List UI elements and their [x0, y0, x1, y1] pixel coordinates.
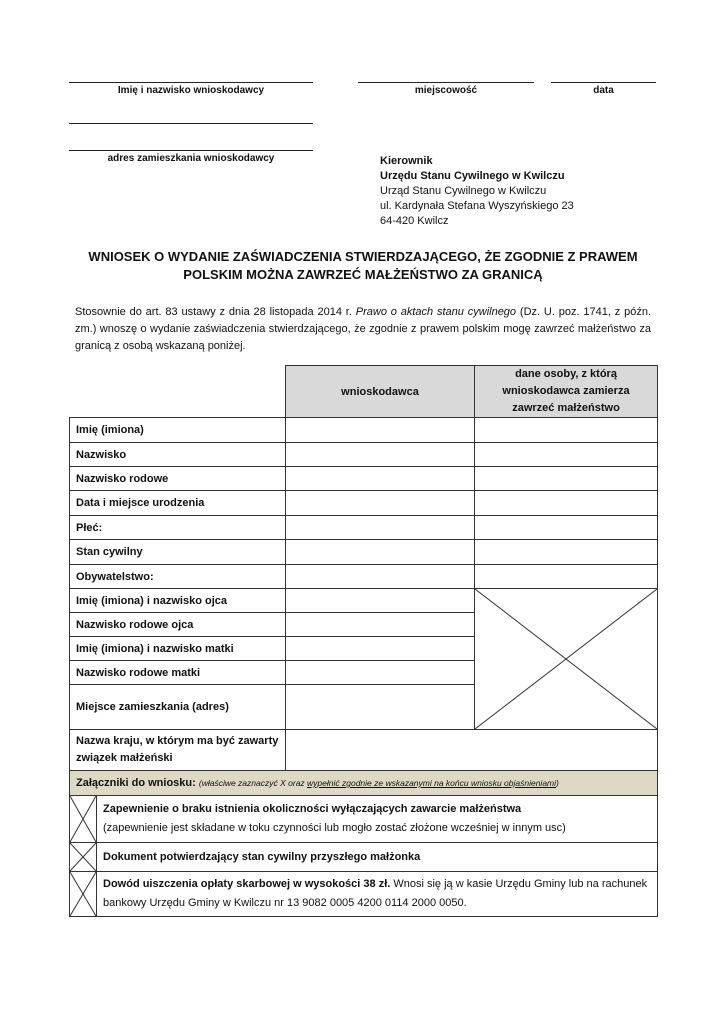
row-label-father-maiden: Nazwisko rodowe ojca	[70, 613, 286, 637]
row-label-birth: Data i miejsce urodzenia	[70, 491, 286, 516]
attachment-1-note: (zapewnienie jest składane w toku czynności lub mogło zostać złożone wcześniej w innym usc)	[103, 822, 566, 834]
spouse-maiden-name-field[interactable]	[475, 467, 658, 491]
applicant-citizenship-field[interactable]	[286, 565, 475, 589]
applicant-address-field[interactable]	[286, 685, 475, 730]
col-spouse-header	[475, 366, 658, 418]
applicant-birth-field[interactable]	[286, 491, 475, 516]
row-label-surname: Nazwisko	[70, 443, 286, 467]
applicant-mother-maiden-field[interactable]	[286, 661, 475, 685]
intro-paragraph	[75, 304, 651, 355]
x-mark-icon	[70, 872, 96, 916]
row-label-civil-status: Stan cywilny	[70, 540, 286, 565]
applicant-surname-field[interactable]	[286, 443, 475, 467]
spouse-first-name-field[interactable]	[475, 418, 658, 443]
col-applicant-header: wnioskodawca	[286, 366, 475, 418]
attachment-2-text	[97, 843, 658, 872]
attachment-1-title: Zapewnienie o braku istnienia okoliczności wyłączających zawarcie małżeństwa	[103, 803, 522, 815]
col-spouse-header-line-2: wnioskodawca zamierza	[502, 385, 630, 397]
country-label-line-1: Nazwa kraju, w którym ma być zawarty	[76, 735, 279, 747]
addressee-line-3: Urząd Stanu Cywilnego w Kwilczu	[380, 185, 547, 197]
row-label-maiden-name: Nazwisko rodowe	[70, 467, 286, 491]
address-line-1[interactable]	[69, 123, 313, 124]
marriage-country-field[interactable]	[286, 730, 658, 771]
row-label-mother-name: Imię (imiona) i nazwisko matki	[70, 637, 286, 661]
attachments-note-suffix: )	[556, 778, 559, 788]
spouse-citizenship-field[interactable]	[475, 565, 658, 589]
x-mark-icon	[70, 843, 96, 871]
application-table	[69, 365, 658, 917]
col-spouse-header-line-1: dane osoby, z którą	[515, 368, 617, 380]
address-line-2[interactable]	[69, 150, 313, 151]
spouse-crossed-out-area	[475, 589, 658, 730]
applicant-civil-status-field[interactable]	[286, 540, 475, 565]
applicant-father-name-field[interactable]	[286, 589, 475, 613]
title-line-2: POLSKIM MOŻNA ZAWRZEĆ MAŁŻEŃSTWO ZA GRANICĄ	[183, 267, 543, 282]
applicant-sex-field[interactable]	[286, 516, 475, 540]
cross-out-mark	[475, 589, 657, 729]
attachment-1-text	[97, 796, 658, 843]
attachment-3-text	[97, 872, 658, 917]
row-label-citizenship: Obywatelstwo:	[70, 565, 286, 589]
applicant-name-line[interactable]	[69, 82, 313, 83]
attachments-note-prefix: (właściwe zaznaczyć X oraz	[198, 778, 308, 788]
country-label-line-2: związek małżeński	[76, 752, 173, 764]
address-caption: adres zamieszkania wnioskodawcy	[107, 153, 275, 164]
intro-part-1: Stosownie do art. 83 ustawy z dnia 28 listopada 2014 r.	[75, 306, 356, 318]
spouse-surname-field[interactable]	[475, 443, 658, 467]
addressee-line-5: 64-420 Kwilcz	[380, 215, 449, 227]
date-line[interactable]	[551, 82, 656, 83]
title-line-1: WNIOSEK O WYDANIE ZAŚWIADCZENIA STWIERDZAJĄCEGO, ŻE ZGODNIE Z PRAWEM	[88, 249, 638, 264]
place-caption: miejscowość	[414, 85, 478, 96]
attachment-2-checkbox[interactable]	[70, 843, 97, 872]
table-corner	[70, 366, 286, 418]
date-caption: data	[593, 85, 614, 96]
attachment-3-note: Wnosi się ją w kasie Urzędu Gminy lub na rachunek bankowy Urzędu Gminy w Kwilczu nr 13 9082 0005 4200 0114 2000 0050.	[103, 878, 648, 909]
row-label-country	[70, 730, 286, 771]
attachment-3-checkbox[interactable]	[70, 872, 97, 917]
row-label-mother-maiden: Nazwisko rodowe matki	[70, 661, 286, 685]
applicant-father-maiden-field[interactable]	[286, 613, 475, 637]
attachments-note	[199, 778, 559, 788]
attachments-note-underlined: wypełnić zgodnie ze wskazanymi na końcu wniosku objaśnieniami	[307, 778, 557, 788]
addressee-line-2: Urzędu Stanu Cywilnego w Kwilczu	[380, 170, 565, 182]
applicant-maiden-name-field[interactable]	[286, 467, 475, 491]
applicant-name-caption: Imię i nazwisko wnioskodawcy	[117, 85, 265, 96]
attachment-3-title: Dowód uiszczenia opłaty skarbowej w wysokości 38 zł.	[103, 878, 391, 890]
addressee-line-4: ul. Kardynała Stefana Wyszyńskiego 23	[380, 200, 574, 212]
row-label-first-name: Imię (imiona)	[70, 418, 286, 443]
place-line[interactable]	[358, 82, 534, 83]
applicant-mother-name-field[interactable]	[286, 637, 475, 661]
spouse-sex-field[interactable]	[475, 516, 658, 540]
x-mark-icon	[70, 796, 96, 842]
row-label-address: Miejsce zamieszkania (adres)	[70, 685, 286, 730]
intro-italic: Prawo o aktach stanu cywilnego	[355, 306, 517, 318]
addressee-block	[380, 154, 574, 229]
applicant-first-name-field[interactable]	[286, 418, 475, 443]
spouse-birth-field[interactable]	[475, 491, 658, 516]
row-label-sex: Płeć:	[70, 516, 286, 540]
attachments-title: Załączniki do wniosku:	[76, 777, 196, 789]
row-label-father-name: Imię (imiona) i nazwisko ojca	[70, 589, 286, 613]
col-spouse-header-line-3: zawrzeć małżeństwo	[512, 402, 620, 414]
attachment-2-title: Dokument potwierdzający stan cywilny przyszłego małżonka	[103, 850, 421, 863]
attachments-header	[70, 771, 658, 796]
spouse-civil-status-field[interactable]	[475, 540, 658, 565]
page-title	[70, 248, 656, 284]
intro-part-2: (Dz. U. poz. 1741, z późn. zm.) wnoszę o wydanie zaświadczenia stwierdzającego, że zgodnie z prawem polskim mogę zawrzeć małżeństwo za granicą z osobą wskazaną poniżej.	[75, 306, 652, 352]
addressee-line-1: Kierownik	[380, 155, 433, 167]
attachment-1-checkbox[interactable]	[70, 796, 97, 843]
